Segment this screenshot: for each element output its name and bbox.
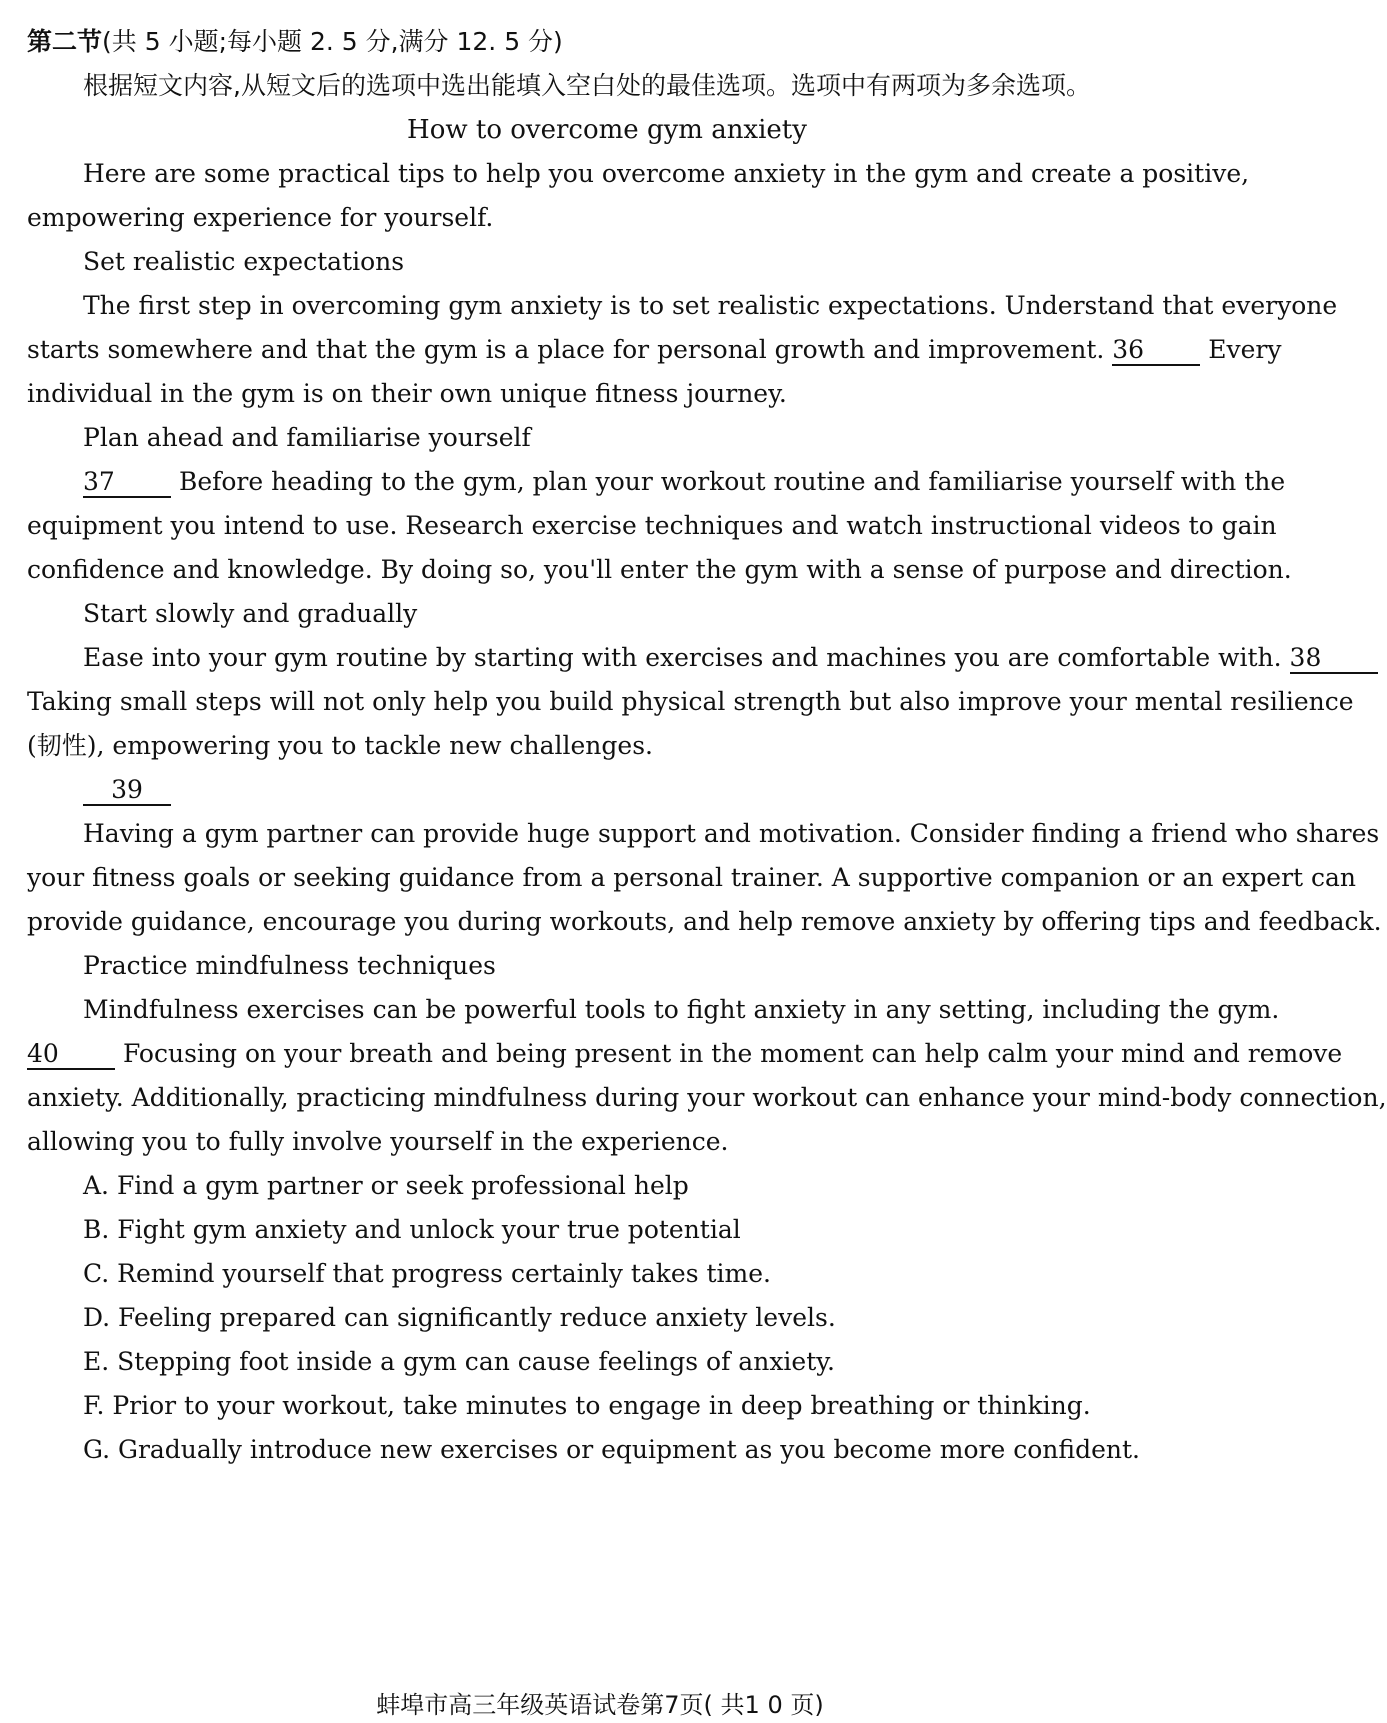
para-2-line-1-text: Before heading to the gym, plan your workout routine and familiarise yourself with the <box>178 467 1286 496</box>
para-5-line-2 <box>27 1034 1343 1082</box>
para-1-line-2-tail: Every <box>1208 335 1282 364</box>
para-5-line-4: allowing you to fully involve yourself in the experience. <box>27 1127 729 1156</box>
para-4-line-1: Having a gym partner can provide huge support and motivation. Consider finding a friend who shares <box>83 819 1380 848</box>
heading-start-slowly: Start slowly and gradually <box>83 599 418 628</box>
blank-38: 38 <box>1290 644 1378 674</box>
section-header <box>27 22 1187 70</box>
option-b: B. Fight gym anxiety and unlock your true potential <box>83 1215 741 1244</box>
para-3-line-1 <box>27 638 1322 686</box>
heading-mindfulness: Practice mindfulness techniques <box>83 951 496 980</box>
para-2-line-2: equipment you intend to use. Research exercise techniques and watch instructional videos to gain <box>27 511 1277 540</box>
para-1-line-2-text: starts somewhere and that the gym is a place for personal growth and improvement. <box>27 335 1105 364</box>
blank-37: 37 <box>83 468 171 498</box>
section-header-scoring: (共 5 小题;每小题 2. 5 分,满分 12. 5 分) <box>102 27 563 56</box>
para-4-line-3: provide guidance, encourage you during workouts, and help remove anxiety by offering tips and feedback. <box>27 907 1382 936</box>
option-c: C. Remind yourself that progress certainly takes time. <box>83 1259 771 1288</box>
page-footer: 蚌埠市高三年级英语试卷第7页( 共1 0 页) <box>376 1691 824 1719</box>
option-f: F. Prior to your workout, take minutes to engage in deep breathing or thinking. <box>83 1391 1091 1420</box>
blank-39: 39 <box>83 776 171 806</box>
para-1-line-2 <box>27 330 1282 378</box>
para-2-line-3: confidence and knowledge. By doing so, you'll enter the gym with a sense of purpose and direction. <box>27 555 1292 584</box>
option-g: G. Gradually introduce new exercises or equipment as you become more confident. <box>83 1435 1140 1464</box>
article-title: How to overcome gym anxiety <box>407 115 807 145</box>
intro-line-2: empowering experience for yourself. <box>27 203 494 232</box>
para-5-line-3: anxiety. Additionally, practicing mindfulness during your workout can enhance your mind-body connection, <box>27 1083 1387 1112</box>
para-1-line-1: The first step in overcoming gym anxiety is to set realistic expectations. Understand that everyone <box>83 291 1338 320</box>
para-3-line-3: (韧性), empowering you to tackle new challenges. <box>27 731 653 760</box>
blank-36: 36 <box>1112 336 1200 366</box>
blank-40: 40 <box>27 1040 115 1070</box>
intro-line-1: Here are some practical tips to help you overcome anxiety in the gym and create a positive, <box>83 159 1250 188</box>
para-4-line-2: your fitness goals or seeking guidance from a personal trainer. A supportive companion or an expert can <box>27 863 1357 892</box>
heading-blank-39 <box>27 770 1187 818</box>
option-d: D. Feeling prepared can significantly reduce anxiety levels. <box>83 1303 836 1332</box>
heading-set-realistic-expectations: Set realistic expectations <box>83 247 405 276</box>
para-3-line-1-text: Ease into your gym routine by starting with exercises and machines you are comfortable with. <box>83 643 1282 672</box>
para-5-line-1: Mindfulness exercises can be powerful tools to fight anxiety in any setting, including the gym. <box>83 995 1280 1024</box>
option-e: E. Stepping foot inside a gym can cause feelings of anxiety. <box>83 1347 836 1376</box>
section-header-bold: 第二节 <box>27 27 103 56</box>
instruction-text: 根据短文内容,从短文后的选项中选出能填入空白处的最佳选项。选项中有两项为多余选项。 <box>83 71 1091 100</box>
para-1-line-3: individual in the gym is on their own unique fitness journey. <box>27 379 787 408</box>
para-2-line-1 <box>27 462 1286 510</box>
option-a: A. Find a gym partner or seek professional help <box>83 1171 689 1200</box>
heading-plan-ahead: Plan ahead and familiarise yourself <box>83 423 531 452</box>
para-3-line-2: Taking small steps will not only help you build physical strength but also improve your mental resilience <box>27 687 1354 716</box>
para-5-line-2-text: Focusing on your breath and being present in the moment can help calm your mind and remove <box>122 1039 1343 1068</box>
